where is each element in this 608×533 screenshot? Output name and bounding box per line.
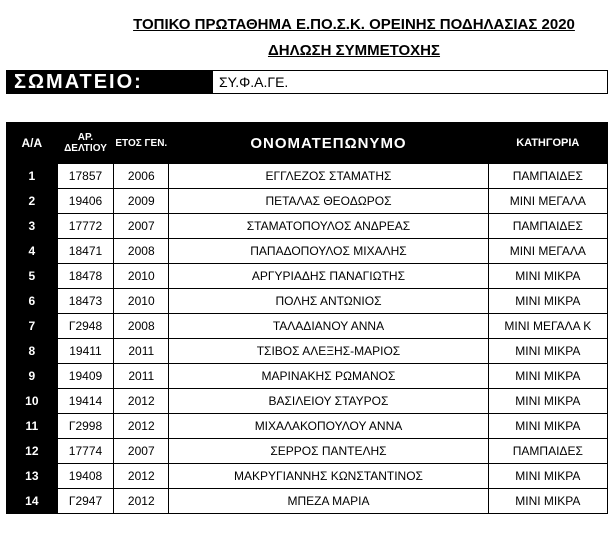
table-row [7, 339, 608, 364]
birth-year-cell: 2012 [114, 414, 169, 439]
table-row [7, 164, 608, 189]
table-body [7, 164, 608, 514]
category-cell: ΜΙΝΙ ΜΙΚΡΑ [488, 264, 607, 289]
row-number: 8 [7, 339, 58, 364]
table-row [7, 189, 608, 214]
birth-year-cell: 2012 [114, 464, 169, 489]
row-number: 5 [7, 264, 58, 289]
document-title: ΤΟΠΙΚΟ ΠΡΩΤΑΘΗΜΑ Ε.ΠΟ.Σ.Κ. ΟΡΕΙΝΗΣ ΠΟΔΗΛΑΣΙΑΣ 2020 [133, 16, 575, 33]
birth-year-cell: 2011 [114, 339, 169, 364]
full-name-cell: ΠΑΠΑΔΟΠΟΥΛΟΣ ΜΙΧΑΛΗΣ [169, 239, 488, 264]
license-number-cell: 19409 [57, 364, 114, 389]
license-number-cell: Γ2948 [57, 314, 114, 339]
category-cell: ΜΙΝΙ ΜΙΚΡΑ [488, 364, 607, 389]
column-header-full-name: ΟΝΟΜΑΤΕΠΩΝΥΜΟ [169, 123, 488, 164]
license-number-cell: 17772 [57, 214, 114, 239]
full-name-cell: ΜΠΕΖΑ ΜΑΡΙΑ [169, 489, 488, 514]
license-number-cell: 18478 [57, 264, 114, 289]
license-number-cell: 19406 [57, 189, 114, 214]
birth-year-cell: 2007 [114, 439, 169, 464]
category-cell: ΠΑΜΠΑΙΔΕΣ [488, 439, 607, 464]
row-number: 13 [7, 464, 58, 489]
table-row [7, 464, 608, 489]
table-row [7, 439, 608, 464]
row-number: 11 [7, 414, 58, 439]
column-header-aa: Α/Α [7, 123, 58, 164]
row-number: 1 [7, 164, 58, 189]
row-number: 7 [7, 314, 58, 339]
birth-year-cell: 2006 [114, 164, 169, 189]
category-cell: ΜΙΝΙ ΜΕΓΑΛΑ [488, 189, 607, 214]
table-row [7, 314, 608, 339]
column-header-category: ΚΑΤΗΓΟΡΙΑ [488, 123, 607, 164]
license-number-cell: 19414 [57, 389, 114, 414]
table-header-row [7, 123, 608, 164]
column-header-birth-year: ΕΤΟΣ ΓΕΝ. [114, 123, 169, 164]
full-name-cell: ΑΡΓΥΡΙΑΔΗΣ ΠΑΝΑΓΙΩΤΗΣ [169, 264, 488, 289]
full-name-cell: ΣΤΑΜΑΤΟΠΟΥΛΟΣ ΑΝΔΡΕΑΣ [169, 214, 488, 239]
row-number: 6 [7, 289, 58, 314]
license-number-cell: 17774 [57, 439, 114, 464]
table-row [7, 239, 608, 264]
table-row [7, 489, 608, 514]
license-number-cell: 17857 [57, 164, 114, 189]
full-name-cell: ΕΓΓΛΕΖΟΣ ΣΤΑΜΑΤΗΣ [169, 164, 488, 189]
club-value: ΣΥ.Φ.Α.ΓΕ. [212, 70, 608, 94]
row-number: 3 [7, 214, 58, 239]
category-cell: ΜΙΝΙ ΜΕΓΑΛΑ Κ [488, 314, 607, 339]
birth-year-cell: 2008 [114, 239, 169, 264]
full-name-cell: ΜΑΡΙΝΑΚΗΣ ΡΩΜΑΝΟΣ [169, 364, 488, 389]
birth-year-cell: 2007 [114, 214, 169, 239]
license-number-cell: Γ2947 [57, 489, 114, 514]
license-number-cell: Γ2998 [57, 414, 114, 439]
license-number-cell: 19408 [57, 464, 114, 489]
table-row [7, 414, 608, 439]
table-row [7, 214, 608, 239]
table-row [7, 289, 608, 314]
row-number: 12 [7, 439, 58, 464]
full-name-cell: ΜΙΧΑΛΑΚΟΠΟΥΛΟΥ ΑΝΝΑ [169, 414, 488, 439]
category-cell: ΜΙΝΙ ΜΙΚΡΑ [488, 389, 607, 414]
full-name-cell: ΜΑΚΡΥΓΙΑΝΝΗΣ ΚΩΝΣΤΑΝΤΙΝΟΣ [169, 464, 488, 489]
birth-year-cell: 2010 [114, 264, 169, 289]
full-name-cell: ΤΣΙΒΟΣ ΑΛΕΞΗΣ-ΜΑΡΙΟΣ [169, 339, 488, 364]
row-number: 9 [7, 364, 58, 389]
category-cell: ΜΙΝΙ ΜΙΚΡΑ [488, 464, 607, 489]
row-number: 14 [7, 489, 58, 514]
row-number: 4 [7, 239, 58, 264]
document-subtitle: ΔΗΛΩΣΗ ΣΥΜΜΕΤΟΧΗΣ [267, 42, 441, 59]
birth-year-cell: 2012 [114, 489, 169, 514]
category-cell: ΜΙΝΙ ΜΙΚΡΑ [488, 289, 607, 314]
category-cell: ΠΑΜΠΑΙΔΕΣ [488, 164, 607, 189]
category-cell: ΠΑΜΠΑΙΔΕΣ [488, 214, 607, 239]
full-name-cell: ΒΑΣΙΛΕΙΟΥ ΣΤΑΥΡΟΣ [169, 389, 488, 414]
full-name-cell: ΣΕΡΡΟΣ ΠΑΝΤΕΛΗΣ [169, 439, 488, 464]
category-cell: ΜΙΝΙ ΜΙΚΡΑ [488, 339, 607, 364]
entries-table [6, 122, 608, 514]
license-number-cell: 18471 [57, 239, 114, 264]
birth-year-cell: 2010 [114, 289, 169, 314]
license-number-cell: 18473 [57, 289, 114, 314]
club-label: ΣΩΜΑΤΕΙΟ: [6, 70, 212, 94]
category-cell: ΜΙΝΙ ΜΙΚΡΑ [488, 414, 607, 439]
birth-year-cell: 2008 [114, 314, 169, 339]
birth-year-cell: 2009 [114, 189, 169, 214]
table-row [7, 264, 608, 289]
table-row [7, 364, 608, 389]
column-header-license-number: ΑΡ. ΔΕΛΤΙΟΥ [57, 123, 114, 164]
license-number-cell: 19411 [57, 339, 114, 364]
full-name-cell: ΤΑΛΑΔΙΑΝΟΥ ΑΝΝΑ [169, 314, 488, 339]
birth-year-cell: 2012 [114, 389, 169, 414]
category-cell: ΜΙΝΙ ΜΕΓΑΛΑ [488, 239, 607, 264]
full-name-cell: ΠΟΛΗΣ ΑΝΤΩΝΙΟΣ [169, 289, 488, 314]
row-number: 2 [7, 189, 58, 214]
category-cell: ΜΙΝΙ ΜΙΚΡΑ [488, 489, 607, 514]
birth-year-cell: 2011 [114, 364, 169, 389]
table-row [7, 389, 608, 414]
row-number: 10 [7, 389, 58, 414]
full-name-cell: ΠΕΤΑΛΑΣ ΘΕΟΔΩΡΟΣ [169, 189, 488, 214]
